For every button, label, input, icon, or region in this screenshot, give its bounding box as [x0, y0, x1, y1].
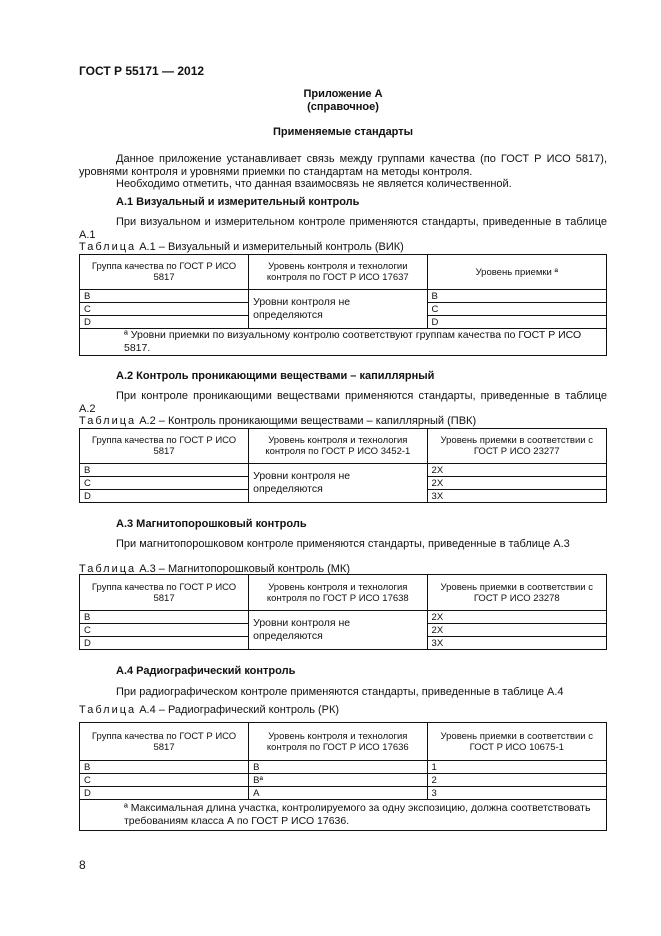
table-a4-header-1: Группа качества по ГОСТ Р ИСО 5817 [80, 723, 249, 761]
section-a3-heading: А.3 Магнитопорошковый контроль [116, 518, 307, 530]
table-a1 [79, 254, 607, 356]
table-a3-header-3: Уровень приемки в соответствии с ГОСТ Р ИСО 23278 [427, 575, 606, 611]
table-a4-cell: 3 [427, 787, 606, 800]
table-a4-cell: 2 [427, 774, 606, 787]
table-a2-header-3: Уровень приемки в соответствии с ГОСТ Р ИСО 23277 [427, 429, 606, 464]
table-a3-merged-cell: Уровни контроля не определяются [249, 611, 427, 650]
table-a4 [79, 722, 607, 831]
section-a1-heading: А.1 Визуальный и измерительный контроль [116, 196, 360, 208]
appendix-subtitle: (справочное) [307, 101, 379, 113]
table-a1-cell: D [80, 316, 249, 329]
table-a4-caption-rest: А.4 – Радиографический контроль (РК) [136, 704, 340, 716]
table-a3-caption-rest: А.3 – Магнитопорошковый контроль (МК) [136, 563, 351, 575]
table-a1-cell: С [80, 303, 249, 316]
table-a1-cell: В [427, 290, 606, 303]
table-a3-caption-prefix: Таблица [79, 563, 137, 575]
table-a1-caption-prefix: Таблица [79, 241, 137, 253]
table-a3-cell: 3Х [427, 637, 606, 650]
table-a4-note [80, 800, 607, 831]
table-a3-cell: В [80, 611, 249, 624]
table-a1-caption-rest: А.1 – Визуальный и измерительный контроль (ВИК) [136, 241, 404, 253]
table-a1-header-2: Уровень контроля и технологии контроля по ГОСТ Р ИСО 17637 [249, 255, 427, 290]
table-a2-caption-rest: А.2 – Контроль проникающими веществами – капиллярный (ПВК) [136, 415, 477, 427]
appendix-title: Приложение А [303, 88, 383, 100]
table-a4-cell: С [80, 774, 249, 787]
table-a1-cell: D [427, 316, 606, 329]
section-a4-text: При радиографическом контроле применяются стандарты, приведенные в таблице А.4 [116, 686, 564, 698]
table-a2-merged-cell: Уровни контроля не определяются [249, 464, 427, 503]
table-a3-header-2: Уровень контроля и технология контроля по ГОСТ Р ИСО 17638 [249, 575, 427, 611]
table-a3 [79, 574, 607, 650]
document-header: ГОСТ Р 55171 — 2012 [79, 64, 205, 78]
table-a2-caption [79, 415, 476, 427]
table-a2-cell: В [80, 464, 249, 477]
table-a3-cell: 2Х [427, 611, 606, 624]
intro-paragraph-1: Данное приложение устанавливает связь между группами качества (по ГОСТ Р ИСО 5817), уровнями контроля и уровнями приемки по стандартам на методы контроля. [79, 153, 607, 178]
table-a2-cell: D [80, 490, 249, 503]
table-a2-cell: 2Х [427, 464, 606, 477]
table-a2-cell: С [80, 477, 249, 490]
section-a3-text: При магнитопорошковом контроле применяются стандарты, приведенные в таблице А.3 [116, 538, 570, 550]
table-a1-cell: С [427, 303, 606, 316]
table-a4-cell: В [249, 761, 427, 774]
table-a4-header-3: Уровень приемки в соответствии с ГОСТ Р ИСО 10675-1 [427, 723, 606, 761]
section-a2-text: При контроле проникающими веществами применяются стандарты, приведенные в таблице А.2 [79, 390, 607, 415]
table-a4-cell: D [80, 787, 249, 800]
table-a1-note [80, 329, 607, 356]
table-a3-cell: 2Х [427, 624, 606, 637]
section-a2-heading: А.2 Контроль проникающими веществами – капиллярный [116, 370, 435, 382]
table-a4-cell: 1 [427, 761, 606, 774]
table-a1-header-3: Уровень приемки ª [427, 255, 606, 290]
table-a4-cell: В [80, 761, 249, 774]
table-a2-header-2: Уровень контроля и технология контроля по ГОСТ Р ИСО 3452-1 [249, 429, 427, 464]
table-a1-note-text: ª Уровни приемки по визуальному контролю соответствуют группам качества по ГОСТ Р ИСО 5817. [124, 329, 582, 354]
table-a2-cell: 2Х [427, 477, 606, 490]
table-a1-header-1: Группа качества по ГОСТ Р ИСО 5817 [80, 255, 249, 290]
table-a2 [79, 428, 607, 503]
appendix-heading: Применяемые стандарты [272, 126, 414, 138]
section-a1-text: При визуальном и измерительном контроле применяются стандарты, приведенные в таблице А.1 [79, 216, 607, 241]
table-a3-header-1: Группа качества по ГОСТ Р ИСО 5817 [80, 575, 249, 611]
table-a4-cell: Вª [249, 774, 427, 787]
table-a1-caption [79, 241, 404, 253]
table-a2-caption-prefix: Таблица [79, 415, 137, 427]
table-a2-header-1: Группа качества по ГОСТ Р ИСО 5817 [80, 429, 249, 464]
table-a3-cell: С [80, 624, 249, 637]
table-a4-header-2: Уровень контроля и технология контроля по ГОСТ Р ИСО 17636 [249, 723, 427, 761]
table-a4-caption [79, 704, 339, 716]
table-a3-cell: D [80, 637, 249, 650]
table-a4-note-text: ª Максимальная длина участка, контролируемого за одну экспозицию, должна соответствовать требованиям класса А по ГОСТ Р ИСО 17636. [124, 802, 591, 827]
table-a1-cell: В [80, 290, 249, 303]
table-a2-cell: 3Х [427, 490, 606, 503]
table-a1-merged-cell: Уровни контроля не определяются [249, 290, 427, 329]
intro-paragraph-2: Необходимо отметить, что данная взаимосвязь не является количественной. [116, 178, 512, 190]
table-a4-cell: А [249, 787, 427, 800]
table-a4-caption-prefix: Таблица [79, 704, 137, 716]
section-a4-heading: А.4 Радиографический контроль [116, 665, 296, 677]
page-number: 8 [79, 858, 86, 872]
